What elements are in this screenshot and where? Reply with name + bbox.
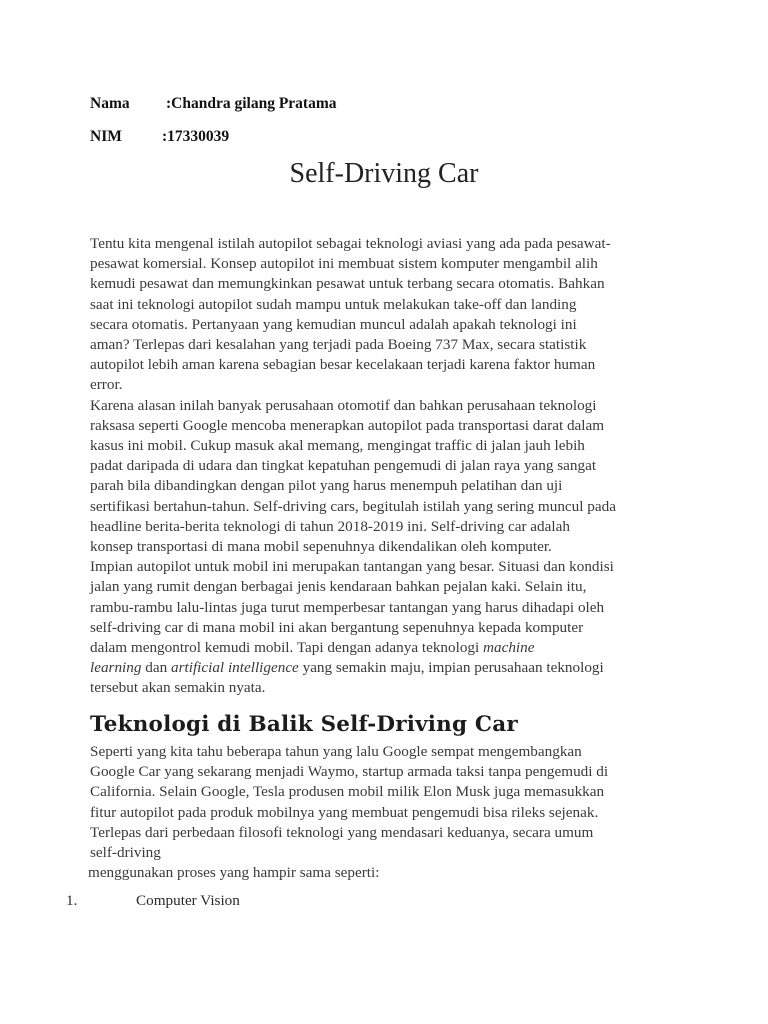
intro-line: parah bila dibandingkan dengan pilot yang harus menempuh pelatihan dan uji bbox=[90, 477, 563, 495]
name-row bbox=[90, 95, 337, 113]
intro-line: sertifikasi bertahun-tahun. Self-driving cars, begitulah istilah yang sering muncul pada bbox=[90, 497, 616, 515]
nim-label: NIM bbox=[90, 128, 122, 145]
name-value: :Chandra gilang Pratama bbox=[166, 95, 337, 112]
section-line: Terlepas dari perbedaan filosofi teknologi yang mendasari keduanya, secara umum bbox=[90, 823, 594, 841]
italic-term-ai: artificial intelligence bbox=[171, 659, 299, 677]
intro-line-text: yang semakin maju, impian perusahaan teknologi bbox=[302, 659, 604, 677]
intro-line: raksasa seperti Google mencoba menerapkan autopilot pada transportasi darat dalam bbox=[90, 416, 605, 434]
nim-value: :17330039 bbox=[162, 128, 230, 145]
intro-line: error. bbox=[90, 376, 123, 394]
section-line: fitur autopilot pada produk mobilnya yang membuat pengemudi bisa rileks sejenak. bbox=[90, 803, 599, 821]
nim-row bbox=[90, 128, 230, 146]
intro-line: Impian autopilot untuk mobil ini merupakan tantangan yang besar. Situasi dan kondisi bbox=[90, 558, 614, 576]
intro-line: saat ini teknologi autopilot sudah mampu untuk melakukan take-off dan landing bbox=[90, 295, 577, 313]
italic-term-learning: learning bbox=[90, 659, 142, 677]
section-heading: Teknologi di Balik Self-Driving Car bbox=[90, 712, 518, 737]
intro-section bbox=[90, 234, 690, 699]
intro-line: self-driving car di mana mobil ini akan bergantung sepenuhnya kepada komputer bbox=[90, 618, 584, 636]
intro-line: aman? Terlepas dari kesalahan yang terjadi pada Boeing 737 Max, secara statistik bbox=[90, 336, 587, 354]
intro-line: tersebut akan semakin nyata. bbox=[90, 679, 266, 697]
italic-term-machine: machine bbox=[483, 639, 535, 657]
intro-connector: dan bbox=[145, 659, 168, 677]
intro-line: secara otomatis. Pertanyaan yang kemudian muncul adalah apakah teknologi ini bbox=[90, 315, 577, 333]
intro-line: autopilot lebih aman karena sebagian besar kecelakaan terjadi karena faktor human bbox=[90, 356, 596, 374]
list-item-text: Computer Vision bbox=[136, 892, 240, 909]
intro-line: Karena alasan inilah banyak perusahaan otomotif dan bahkan perusahaan teknologi bbox=[90, 396, 597, 414]
intro-line-text: dalam mengontrol kemudi mobil. Tapi dengan adanya teknologi bbox=[90, 639, 480, 657]
intro-line: kasus ini mobil. Cukup masuk akal memang, mengingat traffic di jalan jauh lebih bbox=[90, 437, 585, 455]
list-item-number: 1. bbox=[66, 892, 78, 909]
section-line: menggunakan proses yang hampir sama seperti: bbox=[88, 864, 380, 882]
technology-section bbox=[90, 742, 690, 883]
intro-line: headline berita-berita teknologi di tahun 2018-2019 ini. Self-driving car adalah bbox=[90, 517, 570, 535]
intro-line: kemudi pesawat dan memungkinkan pesawat untuk terbang secara otomatis. Bahkan bbox=[90, 275, 605, 293]
intro-line: jalan yang rumit dengan berbagai jenis kendaraan bahkan pejalan kaki. Selain itu, bbox=[90, 578, 587, 596]
intro-line: konsep transportasi di mana mobil sepenuhnya dikendalikan oleh komputer. bbox=[90, 538, 552, 556]
intro-line: Tentu kita mengenal istilah autopilot sebagai teknologi aviasi yang ada pada pesawat- bbox=[90, 235, 611, 252]
intro-line bbox=[90, 638, 690, 658]
intro-line bbox=[90, 658, 690, 678]
intro-line: pesawat komersial. Konsep autopilot ini membuat sistem komputer mengambil alih bbox=[90, 255, 598, 273]
intro-line: padat daripada di udara dan tingkat kepatuhan pengemudi di jalan raya yang sangat bbox=[90, 457, 597, 475]
section-line: Google Car yang sekarang menjadi Waymo, startup armada taksi tanpa pengemudi di bbox=[90, 763, 609, 781]
section-line: Seperti yang kita tahu beberapa tahun yang lalu Google sempat mengembangkan bbox=[90, 743, 582, 760]
intro-line: rambu-rambu lalu-lintas juga turut memperbesar tantangan yang harus dihadapi oleh bbox=[90, 598, 605, 616]
document-title: Self-Driving Car bbox=[289, 158, 479, 189]
name-label: Nama bbox=[90, 95, 130, 112]
section-line: self-driving bbox=[90, 844, 161, 862]
section-line: California. Selain Google, Tesla produsen mobil milik Elon Musk juga memasukkan bbox=[90, 783, 605, 801]
